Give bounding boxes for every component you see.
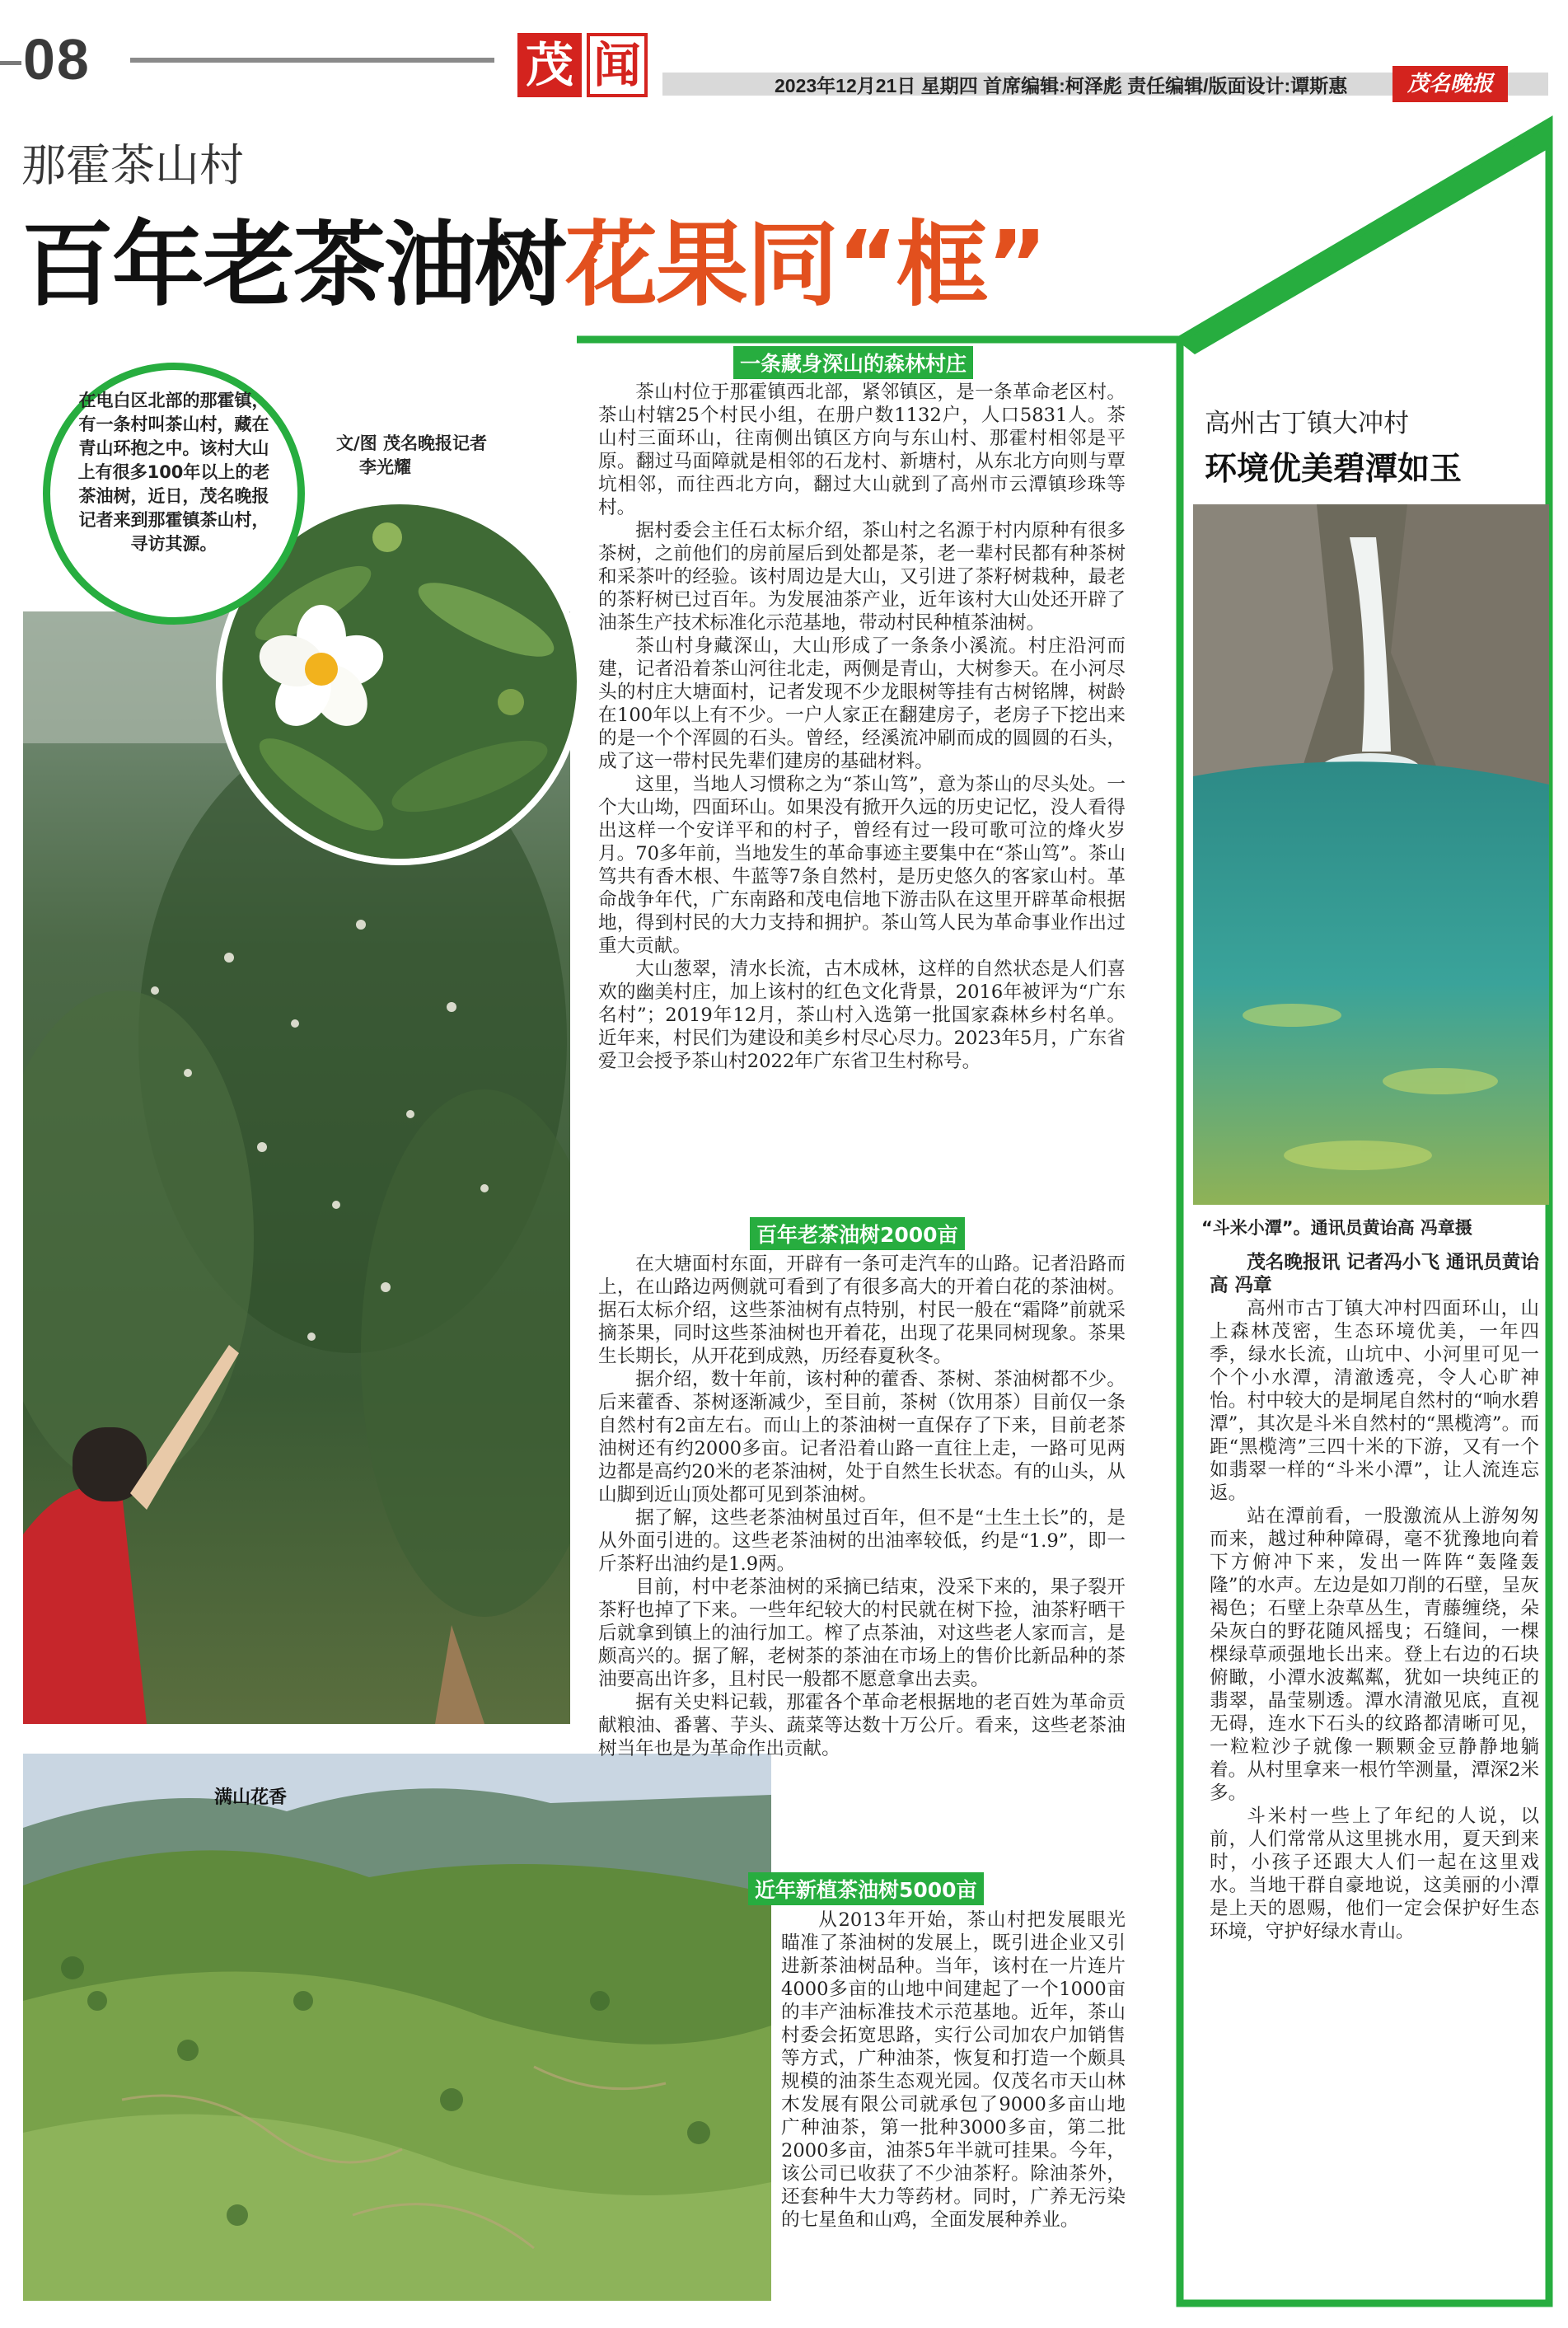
headline-red: 花果同“框” (565, 212, 1046, 319)
page-number: 08 (23, 27, 91, 91)
section-1-body (598, 381, 1126, 1073)
section-head-2: 百年老茶油树2000亩 (750, 1217, 965, 1250)
section-head-1: 一条藏身深山的森林村庄 (733, 346, 973, 379)
section-3-para-1: 从2013年开始，茶山村把发展眼光瞄准了茶油树的发展上，既引进企业又引进新茶油树品种。当年，该村在一片连片4000多亩的山地中间建起了一个1000亩的丰产油标准技术示范基地。近年，茶山村委会拓宽思路，实行公司加农户加销售等方式，广种油茶，恢复和打造一个颇具规模的油茶生态观光园。仅茂名市天山林木发展有限公司就承包了9000多亩山地广种油茶，第一批种3000多亩，第二批2000多亩，油茶5年半就可挂果。今年，该公司已收获了不少油茶籽。除油茶外，还套种牛大力等药材。同时，广养无污染的七星鱼和山鸡，全面发展种养业。 (781, 1909, 1126, 2231)
section-2-body (598, 1253, 1126, 1760)
section-logo-char-1: 茂 (517, 33, 582, 97)
headline-black: 百年老茶油树 (21, 212, 565, 319)
section-2-para-3: 据了解，这些老茶油树虽过百年，但不是“土生土长”的，是从外面引进的。这些老茶油树的出油率较低，约是“1.9”，即一斤茶籽出油约是1.9两。 (598, 1507, 1126, 1575)
sidebar-kicker: 高州古丁镇大冲村 (1205, 409, 1409, 438)
section-logo-char-2: 闻 (587, 33, 648, 97)
sidebar-photo-caption: “斗米小潭”。通讯员黄诒高 冯章摄 (1201, 1218, 1472, 1238)
sidebar-para-2: 站在潭前看，一股激流从上游匆匆而来，越过种种障碍，毫不犹豫地向着下方俯冲下来，发出一阵阵“轰隆轰隆”的水声。左边是如刀削的石壁，呈灰褐色；石壁上杂草丛生，青藤缠绕，朵朵灰白的野花随风摇曳；石缝间，一棵棵绿草顽强地长出来。登上右边的石块俯瞰，小潭水波粼粼，犹如一块纯正的翡翠，晶莹剔透。潭水清澈见底，直视无碍，连水下石头的纹路都清晰可见，一粒粒沙子就像一颗颗金豆静静地躺着。从村里拿来一根竹竿测量，潭深2米多。 (1210, 1506, 1539, 1804)
brand-logo: 茂名晚报 (1392, 66, 1508, 102)
section-2-para-5: 据有关史料记载，那霍各个革命老根据地的老百姓为革命贡献粮油、番薯、芋头、蔬菜等达数十万公斤。看来，这些老茶油树当年也是为革命作出贡献。 (598, 1692, 1126, 1759)
credit-line-2: 李光耀 (359, 457, 411, 477)
sidebar-title: 环境优美碧潭如玉 (1205, 451, 1463, 488)
sidebar-para-1: 高州市古丁镇大冲村四面环山，山上森林茂密，生态环境优美，一年四季，绿水长流，山坑中、小河里可见一个个小水潭，清澈透亮，令人心旷神怡。村中较大的是垌尾自然村的“响水碧潭”，其次是斗米自然村的“黑榄湾”。而距“黑榄湾”三四十米的下游，又有一个如翡翠一样的“斗米小潭”，让人流连忘返。 (1210, 1298, 1539, 1504)
section-1-para-4: 这里，当地人习惯称之为“茶山笃”，意为茶山的尽头处。一个大山坳，四面环山。如果没有掀开久远的历史记忆，没人看得出这样一个安详平和的村子，曾经有过一段可歌可泣的烽火岁月。70多年前，当地发生的革命事迹主要集中在“茶山笃”。茶山笃共有香木根、牛蓝等7条自然村，是历史悠久的客家山村。革命战争年代，广东南路和茂电信地下游击队在这里开辟革命根据地，得到村民的大力支持和拥护。茶山笃人民为革命事业作出过重大贡献。 (598, 774, 1126, 957)
section-2-para-4: 目前，村中老茶油树的采摘已结束，没采下来的，果子裂开茶籽也掉了下来。一些年纪较大的村民就在树下捡，油茶籽晒干后就拿到镇上的油行加工。榨了点茶油，对这些老人家而言，是颇高兴的。据了解，老树茶的茶油在市场上的售价比新品种的茶油要高出许多，且村民一般都不愿意拿出去卖。 (598, 1576, 1126, 1690)
intro-text: 在电白区北部的那霍镇，有一条村叫茶山村，藏在青山环抱之中。该村大山上有很多100年以上的老茶油树，近日，茂名晚报记者来到那霍镇茶山村，寻访其源。 (77, 391, 270, 554)
credit-line-1: 文/图 茂名晚报记者 (336, 433, 487, 453)
caption-hills: 满山花香 (214, 1787, 288, 1808)
article-credit (336, 432, 487, 480)
section-1-para-3: 茶山村身藏深山，大山形成了一条条小溪流。村庄沿河而建，记者沿着茶山河往北走，两侧是青山，大树参天。在小河尽头的村庄大塘面村，记者发现不少龙眼树等挂有古树铭牌，树龄在100年以上有不少。一户人家正在翻建房子，老房子下挖出来的是一个个浑圆的石头。曾经，经溪流冲刷而成的圆圆的石头，成了这一带村民先辈们建房的基础材料。 (598, 635, 1126, 772)
section-2-para-1: 在大塘面村东面，开辟有一条可走汽车的山路。记者沿路而上，在山路边两侧就可看到了有很多高大的开着白花的茶油树。据石太标介绍，这些茶油树有点特别，村民一般在“霜降”前就采摘茶果，同时这些茶油树也开着花，出现了花果同树现象。茶果生长期长，从开花到成熟，历经春夏秋冬。 (598, 1253, 1126, 1367)
photo-pool-illustration (1193, 504, 1549, 1205)
sidebar-byline: 茂名晚报讯 记者冯小飞 通讯员黄诒高 冯章 (1210, 1252, 1539, 1296)
section-1-para-2: 据村委会主任石太标介绍，茶山村之名源于村内原种有很多茶树，之前他们的房前屋后到处都是茶，老一辈村民都有种茶树和采茶叶的经验。该村周边是大山，又引进了茶籽树栽种，最老的茶籽树已过百年。为发展油茶产业，近年该村大山处还开辟了油茶生产技术标准化示范基地，带动村民种植茶油树。 (598, 520, 1126, 634)
section-head-3: 近年新植茶油树5000亩 (748, 1872, 984, 1905)
photo-tea-hills (23, 1754, 771, 2301)
section-1-para-5: 大山葱翠，清水长流，古木成林，这样的自然状态是人们喜欢的幽美村庄，加上该村的红色文化背景，2016年被评为“广东名村”；2019年12月，茶山村入选第一批国家森林乡村名单。近年来，村民们为建设和美乡村尽心尽力。2023年5月，广东省爱卫会授予茶山村2022年广东省卫生村称号。 (598, 958, 1126, 1072)
header-meta: 2023年12月21日 星期四 首席编辑:柯泽彪 责任编辑/版面设计:谭斯惠 (775, 75, 1348, 96)
photo-hills-illustration (23, 1754, 771, 2301)
section-2-para-2: 据介绍，数十年前，该村种的藿香、茶树、茶油树都不少。后来藿香、茶树逐渐减少，至目前，茶树（饮用茶）目前仅一条自然村有2亩左右。而山上的茶油树一直保存了下来，目前老茶油树还有约2000多亩。记者沿着山路一直往上走，一路可见两边都是高约20米的老茶油树，处于自然生长状态。有的山头，从山脚到近山顶处都可见到茶油树。 (598, 1369, 1126, 1506)
sidebar-body (1210, 1251, 1539, 1943)
section-3-body (781, 1909, 1126, 2232)
photo-pool-waterfall (1193, 504, 1549, 1205)
article-kicker: 那霍茶山村 (21, 139, 244, 191)
section-1-para-1: 茶山村位于那霍镇西北部，紧邻镇区，是一条革命老区村。茶山村辖25个村民小组，在册户数1132户，人口5831人。茶山村三面环山，往南侧出镇区方向与东山村、那霍村相邻是平原。翻过马面障就是相邻的石龙村、新塘村，从东北方向则与覃坑相邻，而往西北方向，翻过大山就到了高州市云潭镇珍珠等村。 (598, 382, 1126, 518)
sidebar-para-3: 斗米村一些上了年纪的人说，以前，人们常常从这里挑水用，夏天到来时，小孩子还跟大人们一起在这里戏水。当地干群自豪地说，这美丽的小潭是上天的恩赐，他们一定会保护好生态环境，守护好绿水青山。 (1210, 1806, 1539, 1942)
